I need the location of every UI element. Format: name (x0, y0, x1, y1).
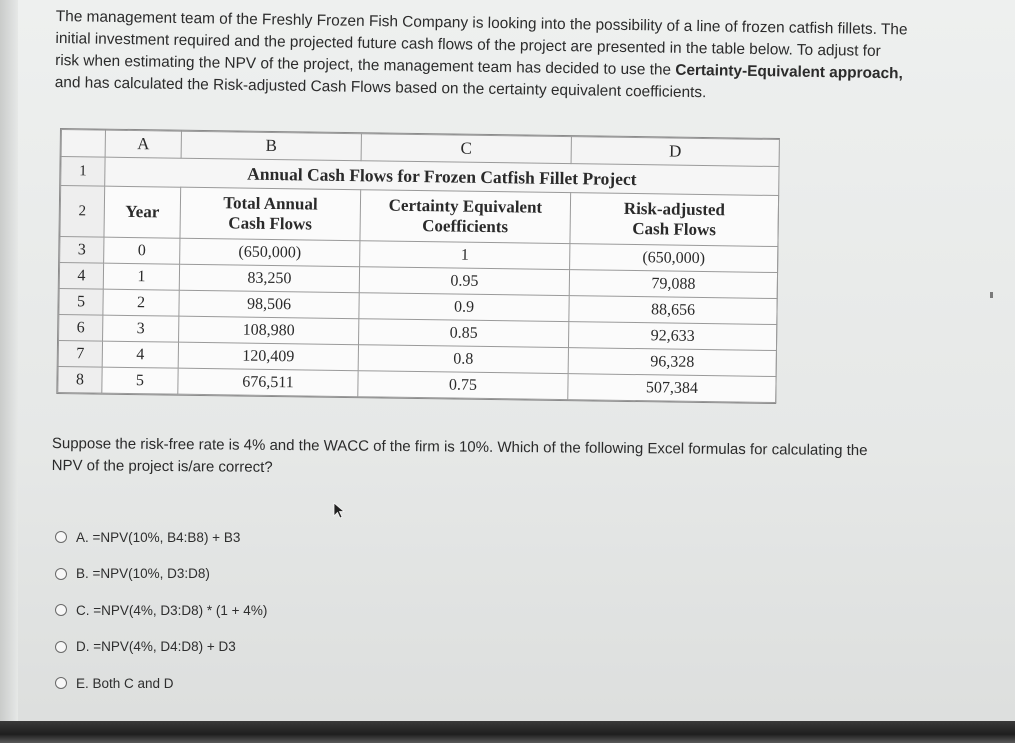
risk-cell: 92,633 (568, 322, 776, 351)
year-cell: 1 (103, 263, 179, 290)
intro-line-2: initial investment required and the projected future cash flows of the project are presented in the table below. To adjust for (55, 29, 881, 60)
option-a-label[interactable]: A. =NPV(10%, B4:B8) + B3 (76, 529, 241, 545)
intro-line-4: and has calculated the Risk-adjusted Cash Flows based on the certainty equivalent coefficients. (54, 73, 707, 102)
row-number: 8 (58, 366, 102, 393)
risk-header-line-1: Risk-adjusted (623, 198, 726, 220)
row-number: 4 (59, 263, 103, 290)
total-header-line-2: Cash Flows (228, 213, 313, 234)
intro-line-3-bold: Certainty-Equivalent approach, (675, 61, 903, 83)
spreadsheet-table (56, 128, 780, 404)
risk-cell: 88,656 (569, 296, 777, 325)
year-cell: 4 (102, 341, 178, 368)
risk-header-line-2: Cash Flows (632, 219, 717, 240)
option-e-label[interactable]: E. Both C and D (76, 675, 174, 691)
total-cell: 83,250 (179, 264, 359, 293)
total-header-line-1: Total Annual (223, 193, 318, 214)
problem-statement (55, 6, 986, 109)
question-text (52, 433, 972, 485)
option-d[interactable] (55, 637, 267, 657)
coef-cell: 0.8 (358, 345, 568, 374)
row-number: 7 (58, 341, 102, 368)
radio-button-d[interactable] (55, 641, 67, 653)
coef-cell: 0.95 (359, 267, 569, 296)
total-cell: (650,000) (180, 238, 360, 267)
risk-cell: 96,328 (568, 348, 776, 377)
coef-cell: 0.85 (359, 319, 569, 348)
option-d-label[interactable]: D. =NPV(4%, D4:D8) + D3 (76, 639, 236, 654)
coef-cell: 0.9 (359, 293, 569, 322)
coef-header-line-2: Coefficients (422, 216, 509, 237)
monitor-bezel (0, 721, 1015, 743)
total-cash-flows-header (180, 187, 361, 241)
radio-button-a[interactable] (55, 531, 67, 543)
coef-header-line-1: Certainty Equivalent (388, 195, 543, 217)
total-cell: 676,511 (178, 368, 358, 397)
risk-adjusted-header (570, 193, 779, 247)
radio-button-b[interactable] (55, 568, 67, 580)
scroll-tick (990, 292, 993, 298)
option-e[interactable] (55, 673, 267, 693)
option-b[interactable] (55, 564, 267, 584)
coef-cell: 1 (360, 241, 570, 270)
risk-cell: (650,000) (570, 244, 778, 273)
certainty-coefficients-header (360, 190, 571, 244)
intro-line-1: The management team of the Freshly Frozen Fish Company is looking into the possibility of a line of frozen catfish fillets. The (55, 7, 908, 39)
option-c-label[interactable]: C. =NPV(4%, D3:D8) * (1 + 4%) (76, 602, 268, 618)
option-c[interactable] (55, 600, 267, 620)
year-cell: 0 (104, 237, 180, 264)
radio-button-e[interactable] (55, 677, 67, 689)
column-header-c: C (361, 134, 571, 164)
row-number: 1 (61, 157, 105, 187)
row-number: 5 (59, 289, 103, 316)
option-b-label[interactable]: B. =NPV(10%, D3:D8) (76, 566, 210, 581)
answer-options (55, 527, 267, 710)
coef-cell: 0.75 (358, 371, 568, 400)
row-number: 6 (59, 315, 103, 342)
column-header-a: A (105, 130, 181, 158)
year-cell: 3 (103, 315, 179, 342)
mouse-pointer-icon (333, 502, 347, 520)
corner-cell (61, 130, 105, 158)
radio-button-c[interactable] (55, 604, 67, 616)
cash-flow-grid (57, 129, 780, 403)
column-header-d: D (571, 137, 779, 167)
year-cell: 2 (103, 289, 179, 316)
table-title: Annual Cash Flows for Frozen Catfish Fillet Project (105, 157, 779, 195)
year-cell: 5 (102, 367, 178, 394)
total-cell: 98,506 (179, 290, 359, 319)
intro-line-3-text: risk when estimating the NPV of the project, the management team has decided to use the (55, 51, 672, 79)
question-line-1: Suppose the risk-free rate is 4% and the WACC of the firm is 10%. Which of the following Excel formulas for calculating the (51, 434, 868, 460)
row-number: 2 (60, 186, 105, 238)
risk-cell: 507,384 (568, 374, 776, 403)
year-header: Year (104, 186, 181, 238)
total-cell: 120,409 (178, 342, 358, 371)
row-number: 3 (60, 237, 104, 264)
screen-edge (0, 0, 18, 721)
total-cell: 108,980 (179, 316, 359, 345)
option-a[interactable] (55, 527, 267, 547)
risk-cell: 79,088 (569, 270, 777, 299)
question-line-2: NPV of the project is/are correct? (51, 456, 273, 476)
column-header-b: B (181, 131, 361, 161)
